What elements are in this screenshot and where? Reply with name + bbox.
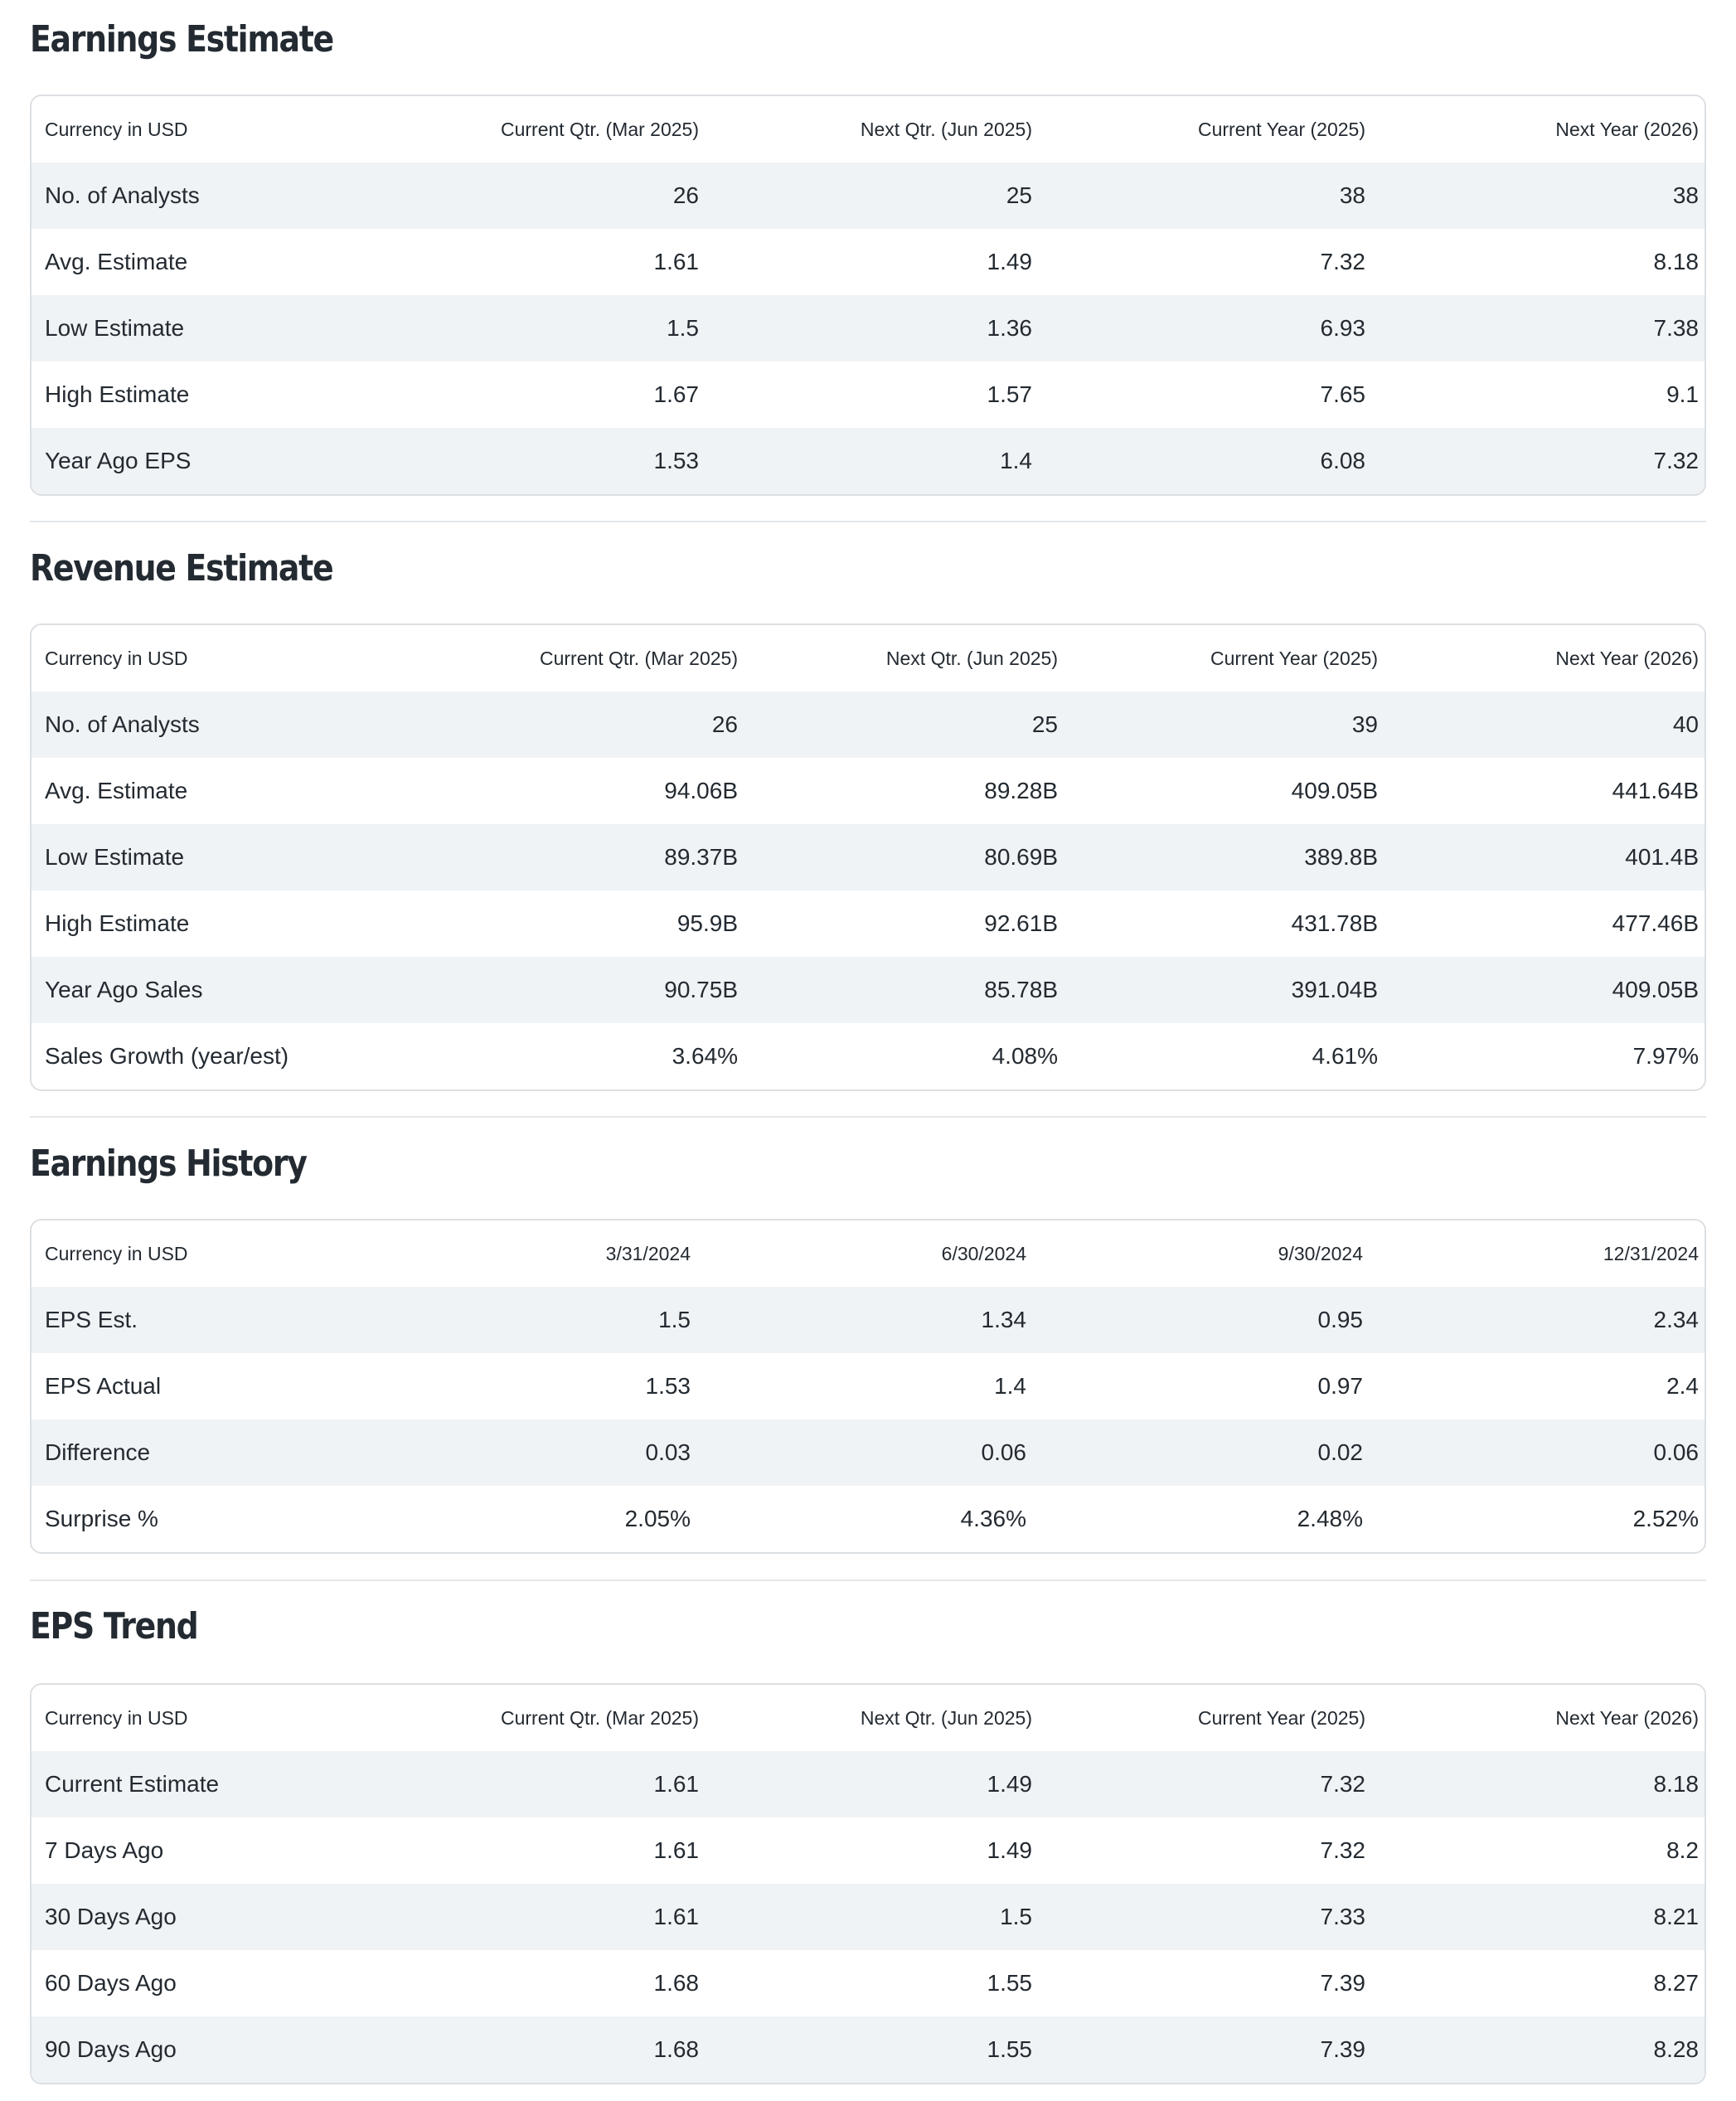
table-header-row	[32, 96, 1704, 163]
table-cell: 7.97%	[1632, 1043, 1699, 1069]
table-row-90-days-ago	[32, 2016, 1704, 2083]
section-divider	[30, 1579, 1706, 1581]
table-cell: 389.8B	[1304, 844, 1378, 870]
table-cell: 1.57	[987, 381, 1032, 407]
table-row-no-of-analysts	[32, 163, 1704, 229]
column-header: Current Year (2025)	[1197, 1707, 1365, 1729]
table-cell: 1.34	[981, 1307, 1026, 1332]
table-cell: 1.49	[987, 249, 1032, 274]
table-cell: 38	[1339, 182, 1365, 208]
row-label: Low Estimate	[45, 844, 185, 870]
table-cell: 7.39	[1320, 1970, 1365, 1996]
table-row-difference	[32, 1419, 1704, 1486]
table-row-current-estimate	[32, 1751, 1704, 1817]
table-cell: 409.05B	[1291, 778, 1378, 803]
table-header-row	[32, 1685, 1704, 1751]
table-header-row	[32, 625, 1704, 691]
table-cell: 89.37B	[664, 844, 738, 870]
table-row-year-ago-eps	[32, 428, 1704, 494]
table-cell: 8.18	[1653, 1771, 1699, 1797]
table-cell: 4.08%	[992, 1043, 1058, 1069]
column-header: Next Qtr. (Jun 2025)	[860, 1707, 1032, 1729]
table-cell: 431.78B	[1291, 910, 1378, 936]
section-title: Earnings Estimate	[30, 18, 333, 61]
table-cell: 1.5	[658, 1307, 691, 1332]
row-label: 90 Days Ago	[45, 2036, 177, 2062]
table-cell: 25	[1006, 182, 1032, 208]
table-cell: 1.61	[653, 1771, 699, 1797]
table-cell: 401.4B	[1625, 844, 1699, 870]
table-row-sales-growth-year-est	[32, 1023, 1704, 1089]
table-cell: 1.5	[1000, 1904, 1032, 1929]
table-cell: 1.49	[987, 1771, 1032, 1797]
table-cell: 2.52%	[1632, 1506, 1699, 1531]
section-title: Earnings History	[30, 1143, 307, 1185]
table-cell: 4.61%	[1312, 1043, 1378, 1069]
table-cell: 39	[1351, 711, 1378, 737]
table-cell: 8.18	[1653, 249, 1699, 274]
table-row-avg-estimate	[32, 758, 1704, 824]
table-cell: 92.61B	[984, 910, 1058, 936]
table-cell: 0.95	[1317, 1307, 1363, 1332]
table-cell: 8.21	[1653, 1904, 1699, 1929]
table-cell: 0.02	[1317, 1439, 1363, 1465]
table-cell: 7.65	[1320, 381, 1365, 407]
row-label: High Estimate	[45, 381, 190, 407]
table-cell: 1.67	[653, 381, 699, 407]
table-row-no-of-analysts	[32, 691, 1704, 758]
table-cell: 85.78B	[984, 977, 1058, 1002]
section-title: Revenue Estimate	[30, 547, 333, 590]
table-cell: 95.9B	[676, 910, 738, 936]
earnings-history-table	[30, 1219, 1706, 1554]
table-cell: 7.32	[1320, 249, 1365, 274]
table-cell: 89.28B	[984, 778, 1058, 803]
table-cell: 1.61	[653, 249, 699, 274]
row-label: Current Estimate	[45, 1771, 220, 1797]
currency-label: Currency in USD	[45, 1707, 188, 1729]
column-header: 12/31/2024	[1603, 1243, 1699, 1264]
column-header: Next Qtr. (Jun 2025)	[860, 119, 1032, 140]
table-row-60-days-ago	[32, 1950, 1704, 2016]
table-cell: 2.34	[1653, 1307, 1699, 1332]
table-row-avg-estimate	[32, 229, 1704, 295]
table-cell: 80.69B	[984, 844, 1058, 870]
table-cell: 8.28	[1653, 2036, 1699, 2062]
table-cell: 25	[1031, 711, 1058, 737]
table-cell: 7.39	[1320, 2036, 1365, 2062]
row-label: Year Ago EPS	[45, 448, 192, 473]
table-row-high-estimate	[32, 361, 1704, 428]
table-cell: 6.93	[1320, 315, 1365, 341]
table-cell: 7.32	[1653, 448, 1699, 473]
column-header: 9/30/2024	[1278, 1243, 1363, 1264]
column-header: 3/31/2024	[605, 1243, 691, 1264]
row-label: No. of Analysts	[45, 711, 200, 737]
table-cell: 7.32	[1320, 1837, 1365, 1863]
table-cell: 3.64%	[672, 1043, 738, 1069]
row-label: Year Ago Sales	[45, 977, 203, 1002]
table-cell: 1.49	[987, 1837, 1032, 1863]
column-header: Current Qtr. (Mar 2025)	[500, 119, 699, 140]
column-header: Next Year (2026)	[1555, 1707, 1699, 1729]
table-cell: 90.75B	[664, 977, 738, 1002]
table-cell: 391.04B	[1291, 977, 1378, 1002]
table-cell: 1.53	[653, 448, 699, 473]
table-cell: 9.1	[1666, 381, 1699, 407]
currency-label: Currency in USD	[45, 119, 188, 140]
table-cell: 0.06	[981, 1439, 1026, 1465]
table-cell: 1.4	[994, 1373, 1026, 1399]
table-cell: 477.46B	[1612, 910, 1699, 936]
row-label: EPS Actual	[45, 1373, 162, 1399]
row-label: 60 Days Ago	[45, 1970, 177, 1996]
table-cell: 1.36	[987, 315, 1032, 341]
table-row-year-ago-sales	[32, 957, 1704, 1023]
table-cell: 2.4	[1666, 1373, 1699, 1399]
row-label: 30 Days Ago	[45, 1904, 177, 1929]
table-cell: 8.27	[1653, 1970, 1699, 1996]
row-label: Surprise %	[45, 1506, 158, 1531]
eps-trend-table	[30, 1683, 1706, 2084]
row-label: Difference	[45, 1439, 151, 1465]
section-title: EPS Trend	[30, 1605, 198, 1647]
table-row-surprise	[32, 1486, 1704, 1552]
column-header: 6/30/2024	[941, 1243, 1026, 1264]
table-cell: 1.53	[645, 1373, 691, 1399]
column-header: Next Year (2026)	[1555, 648, 1699, 669]
section-divider	[30, 1116, 1706, 1118]
table-cell: 1.4	[1000, 448, 1032, 473]
currency-label: Currency in USD	[45, 1243, 188, 1264]
table-cell: 26	[672, 182, 699, 208]
column-header: Current Year (2025)	[1210, 648, 1378, 669]
table-cell: 2.05%	[624, 1506, 691, 1531]
row-label: EPS Est.	[45, 1307, 138, 1332]
table-cell: 1.68	[653, 2036, 699, 2062]
table-cell: 1.55	[987, 1970, 1032, 1996]
table-cell: 0.06	[1653, 1439, 1699, 1465]
table-row-7-days-ago	[32, 1817, 1704, 1884]
table-row-low-estimate	[32, 824, 1704, 890]
table-cell: 38	[1672, 182, 1699, 208]
table-cell: 1.61	[653, 1837, 699, 1863]
row-label: Avg. Estimate	[45, 249, 188, 274]
table-cell: 7.33	[1320, 1904, 1365, 1929]
column-header: Current Qtr. (Mar 2025)	[500, 1707, 699, 1729]
table-row-eps-actual	[32, 1353, 1704, 1419]
column-header: Next Qtr. (Jun 2025)	[885, 648, 1058, 669]
table-cell: 0.97	[1317, 1373, 1363, 1399]
column-header: Next Year (2026)	[1555, 119, 1699, 140]
row-label: Sales Growth (year/est)	[45, 1043, 289, 1069]
table-cell: 409.05B	[1612, 977, 1699, 1002]
table-cell: 94.06B	[664, 778, 738, 803]
table-cell: 26	[711, 711, 738, 737]
table-cell: 1.5	[667, 315, 699, 341]
table-row-high-estimate	[32, 890, 1704, 957]
table-cell: 7.38	[1653, 315, 1699, 341]
table-cell: 8.2	[1666, 1837, 1699, 1863]
table-cell: 6.08	[1320, 448, 1365, 473]
table-cell: 1.55	[987, 2036, 1032, 2062]
table-cell: 1.61	[653, 1904, 699, 1929]
row-label: Avg. Estimate	[45, 778, 188, 803]
column-header: Current Qtr. (Mar 2025)	[539, 648, 738, 669]
table-cell: 1.68	[653, 1970, 699, 1996]
table-cell: 441.64B	[1612, 778, 1699, 803]
table-row-low-estimate	[32, 295, 1704, 361]
table-row-30-days-ago	[32, 1884, 1704, 1950]
table-cell: 7.32	[1320, 1771, 1365, 1797]
currency-label: Currency in USD	[45, 648, 188, 669]
column-header: Current Year (2025)	[1197, 119, 1365, 140]
table-cell: 40	[1672, 711, 1699, 737]
row-label: 7 Days Ago	[45, 1837, 164, 1863]
section-divider	[30, 521, 1706, 522]
table-cell: 4.36%	[960, 1506, 1026, 1531]
table-cell: 2.48%	[1297, 1506, 1363, 1531]
table-header-row	[32, 1220, 1704, 1287]
earnings-estimate-table	[30, 95, 1706, 496]
row-label: Low Estimate	[45, 315, 185, 341]
table-cell: 0.03	[645, 1439, 691, 1465]
revenue-estimate-table	[30, 624, 1706, 1091]
row-label: High Estimate	[45, 910, 190, 936]
table-row-eps-est	[32, 1287, 1704, 1353]
row-label: No. of Analysts	[45, 182, 200, 208]
